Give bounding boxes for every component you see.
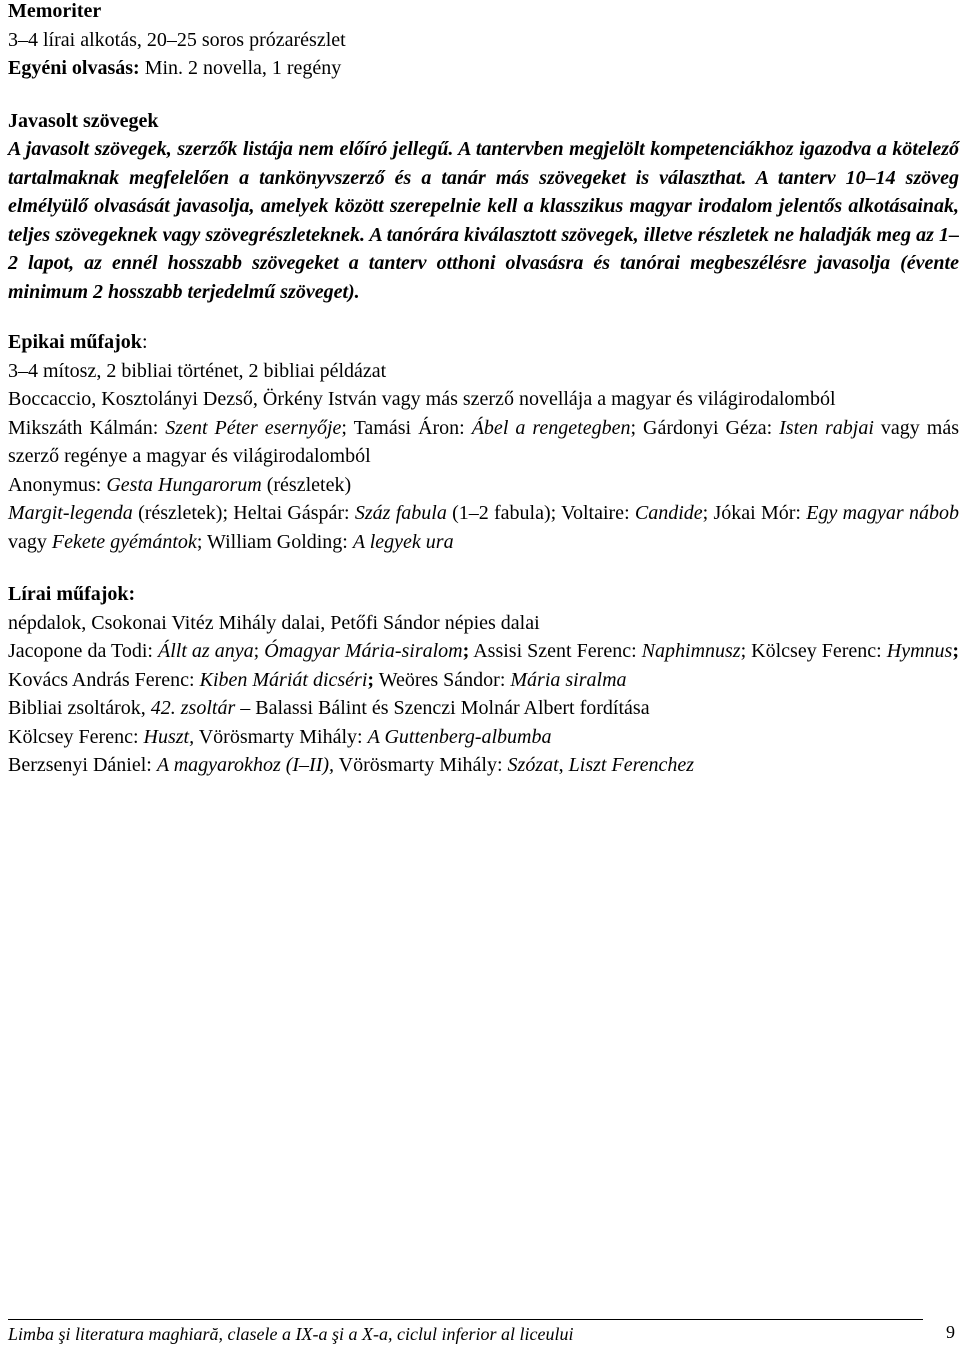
epic-line-5-text: ; William Golding: [196, 530, 353, 553]
lyric-line-4-title: A Guttenberg-albumba [367, 725, 552, 748]
individual-reading-line [8, 54, 959, 83]
epic-line-5-title: Margit-legenda [8, 502, 133, 524]
epic-line-3-author: ; Gárdonyi Géza: [630, 416, 780, 439]
epic-line-4 [8, 471, 959, 500]
lyric-line-4-author: Vörösmarty Mihály: [194, 725, 368, 748]
epic-line-4-author: Anonymus: [8, 473, 107, 496]
lyric-line-5-title: Szózat [507, 754, 559, 776]
epic-line-3-title: Ábel a rengetegben [471, 416, 631, 439]
epic-line-3-title: Isten rabjai [779, 416, 874, 439]
lyric-line-1: népdalok, Csokonai Vitéz Mihály dalai, Petőfi Sándor népies dalai [8, 611, 540, 634]
lyric-line-2-title: Kiben Máriát dicséri [199, 668, 368, 691]
lyric-line-2-separator: ; [952, 640, 959, 662]
epic-line-1: 3–4 mítosz, 2 bibliai történet, 2 bibliai példázat [8, 359, 387, 382]
lyric-line-2-text: ; [253, 640, 265, 662]
lyric-line-2-separator: ; [367, 668, 375, 691]
lyric-line-4-author: Kölcsey Ferenc: [8, 725, 144, 748]
epic-line-4-text: (részletek) [261, 473, 352, 496]
memoriter-line: 3–4 lírai alkotás, 20–25 soros prózarészlet [8, 28, 346, 51]
lyric-line-2-author: Kovács András Ferenc: [8, 668, 200, 691]
epic-line-2: Boccaccio, Kosztolányi Dezső, Örkény István vagy más szerző novellája a magyar és világirodalomból [8, 388, 836, 410]
epic-line-5-title: A legyek ura [352, 530, 454, 553]
epic-line-5-title: Száz fabula [354, 502, 447, 524]
lyric-line-2-separator: ; [462, 640, 470, 662]
lyric-line-2-title: Ómagyar Mária-siralom [264, 640, 463, 662]
epic-genres-colon: : [141, 331, 148, 353]
epic-line-5-text: ; Jókai Mór: [702, 502, 807, 524]
lyric-line-2-title: Állt az anya [158, 640, 254, 662]
lyric-line-4-title: Huszt, [143, 725, 195, 748]
page-number: 9 [946, 1322, 955, 1342]
lyric-line-5 [8, 751, 959, 780]
lyric-line-2-author: ; Kölcsey Ferenc: [740, 640, 887, 662]
document-page [8, 0, 959, 780]
lyric-line-3-text: – Balassi Bálint és Szenczi Molnár Albert fordítása [235, 697, 650, 719]
epic-line-5-title: Fekete gyémántok [51, 530, 197, 553]
lyric-line-3 [8, 694, 959, 723]
suggested-texts-paragraph [8, 135, 959, 306]
epic-line-5-title: Candide [634, 502, 703, 524]
epic-line-5-text: vagy [8, 530, 52, 553]
lyric-line-2-author: Assisi Szent Ferenc: [469, 640, 642, 662]
epic-line-5-text: (részletek); Heltai Gáspár: [132, 502, 355, 524]
epic-line-4-title: Gesta Hungarorum [106, 473, 262, 496]
lyric-line-3-text: Bibliai zsoltárok, [8, 697, 151, 719]
individual-reading-value: Min. 2 novella, 1 regény [139, 57, 342, 79]
lyric-line-2-title: Hymnus [886, 640, 953, 662]
lyric-line-3-title: 42. zsoltár [150, 697, 236, 719]
lyric-line-2 [8, 637, 959, 694]
lyric-line-5-author: Vörösmarty Mihály: [334, 754, 508, 776]
epic-line-3-author: Mikszáth Kálmán: [8, 416, 166, 439]
lyric-line-5-title: A magyarokhoz (I–II), [156, 754, 335, 776]
lyric-line-5-author: Berzsenyi Dániel: [8, 754, 157, 776]
epic-genres-heading: Epikai műfajok [8, 331, 142, 353]
spacer [8, 556, 959, 580]
lyric-line-2-title: Mária siralma [510, 668, 627, 691]
spacer [8, 83, 959, 107]
epic-line-3 [8, 414, 959, 471]
suggested-paragraph-part-2: A tanterv 10–14 szöveg elmélyülő olvasását javasolja, amelyek között szerepelnie kell a klasszikus magyar irodalom jelentős alkotásainak, teljes szövegeknek vagy szövegrészleteknek. [8, 166, 959, 246]
spacer [8, 306, 959, 328]
suggested-paragraph-part-1: A javasolt szövegek, szerzők listája nem előíró jellegű. A tantervben megjelölt kompetenciákhoz igazodva a kötelező tartalmaknak megfelelően a tankönyvszerző és a tanár más szövegeket is választhat. [8, 138, 959, 189]
suggested-texts-heading: Javasolt szövegek [8, 109, 159, 132]
lyric-genres-heading: Lírai műfajok: [8, 583, 136, 605]
epic-line-3-text: vagy más szerző regénye a magyar és világirodalomból [8, 416, 959, 467]
epic-genres-heading-line [8, 328, 959, 357]
lyric-line-2-author: Weöres Sándor: [374, 668, 511, 691]
suggested-paragraph-part-3: A tanórára kiválasztott szövegek, illetve részletek ne haladják meg az 1–2 lapot, az ennél hosszabb szövegeket a tanterv otthoni olvasásra és tanórai megbeszélésre javasolja (évente minimum 2 hosszabb terjedelmű szöveget). [8, 223, 959, 303]
lyric-line-5-text: , [558, 754, 569, 776]
epic-line-5-text: (1–2 fabula); Voltaire: [446, 502, 635, 524]
footer-divider [8, 1319, 923, 1320]
lyric-line-2-title: Naphimnusz [641, 640, 741, 662]
epic-line-5-title: Egy magyar nábob [806, 502, 959, 524]
lyric-line-2-author: Jacopone da Todi: [8, 640, 158, 662]
epic-line-5 [8, 499, 959, 556]
individual-reading-label: Egyéni olvasás: [8, 57, 140, 79]
lyric-line-5-title: Liszt Ferenchez [568, 754, 695, 776]
epic-line-3-title: Szent Péter esernyője [165, 416, 342, 439]
lyric-line-4 [8, 723, 959, 752]
footer-text: Limba şi literatura maghiară, clasele a IX-a şi a X-a, ciclul inferior al liceului [8, 1324, 574, 1344]
epic-line-3-author: ; Tamási Áron: [341, 416, 472, 439]
memoriter-heading: Memoriter [8, 0, 102, 22]
